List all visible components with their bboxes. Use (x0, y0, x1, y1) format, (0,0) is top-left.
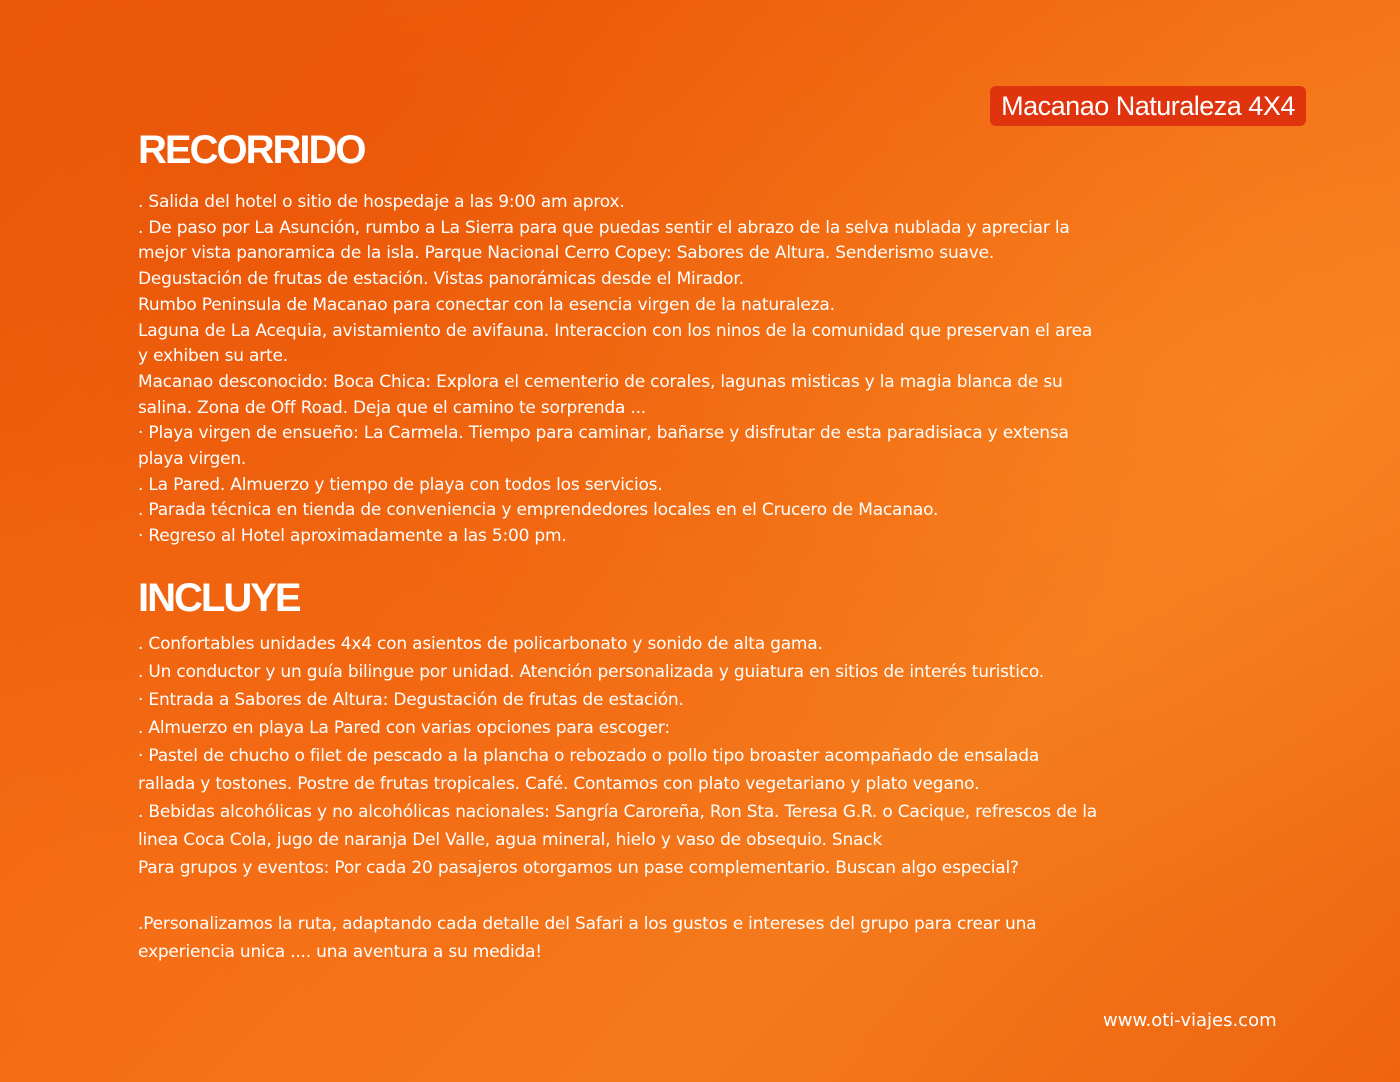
tour-name-badge (990, 86, 1306, 126)
recorrido-line: . Parada técnica en tienda de conveniencia y emprendedores locales en el Crucero de Macanao. (138, 500, 939, 521)
closing-line: experiencia unica .... una aventura a su medida! (138, 942, 542, 962)
closing-line: .Personalizamos la ruta, adaptando cada detalle del Safari a los gustos e intereses del grupo para crear una (138, 914, 1037, 934)
recorrido-line: · Regreso al Hotel aproximadamente a las 5:00 pm. (138, 526, 567, 547)
paragraph-gap (138, 882, 1198, 910)
incluye-heading: INCLUYE (138, 576, 300, 620)
website-link[interactable]: www.oti-viajes.com (1103, 1010, 1277, 1031)
recorrido-line: Degustación de frutas de estación. Vistas panorámicas desde el Mirador. (138, 269, 744, 290)
recorrido-line: playa virgen. (138, 449, 247, 470)
recorrido-line: Laguna de La Acequia, avistamiento de avifauna. Interaccion con los ninos de la comunidad que preservan el area (138, 320, 1093, 341)
recorrido-line: . La Pared. Almuerzo y tiempo de playa con todos los servicios. (138, 474, 663, 495)
incluye-description (138, 630, 1198, 966)
recorrido-line: . Salida del hotel o sitio de hospedaje a las 9:00 am aprox. (138, 192, 625, 212)
incluye-line: linea Coca Cola, jugo de naranja Del Valle, agua mineral, hielo y vaso de obsequio. Snack (138, 830, 883, 850)
recorrido-line: y exhiben su arte. (138, 346, 288, 367)
recorrido-line: Macanao desconocido: Boca Chica: Explora el cementerio de corales, lagunas misticas y la magia blanca de su (138, 371, 1063, 392)
recorrido-line: Rumbo Peninsula de Macanao para conectar con la esencia virgen de la naturaleza. (138, 294, 835, 315)
incluye-line: · Pastel de chucho o filet de pescado a la plancha o rebozado o pollo tipo broaster acompañado de ensalada (138, 746, 1040, 766)
incluye-line: . Almuerzo en playa La Pared con varias opciones para escoger: (138, 718, 670, 738)
recorrido-heading: RECORRIDO (138, 128, 365, 172)
incluye-line: . Un conductor y un guía bilingue por unidad. Atención personalizada y guiatura en sitios de interés turistico. (138, 662, 1044, 682)
recorrido-line: salina. Zona de Off Road. Deja que el camino te sorprenda ... (138, 397, 647, 418)
incluye-line: Para grupos y eventos: Por cada 20 pasajeros otorgamos un pase complementario. Buscan algo especial? (138, 858, 1019, 878)
incluye-line: · Entrada a Sabores de Altura: Degustación de frutas de estación. (138, 690, 684, 710)
recorrido-description (138, 190, 1198, 550)
incluye-line: . Confortables unidades 4x4 con asientos de policarbonato y sonido de alta gama. (138, 634, 823, 654)
incluye-line: rallada y tostones. Postre de frutas tropicales. Café. Contamos con plato vegetariano y plato vegano. (138, 774, 980, 794)
recorrido-line: . De paso por La Asunción, rumbo a La Sierra para que puedas sentir el abrazo de la selva nublada y apreciar la (138, 217, 1070, 238)
tour-name-text: Macanao Naturaleza 4X4 (1001, 90, 1295, 121)
recorrido-line: · Playa virgen de ensueño: La Carmela. Tiempo para caminar, bañarse y disfrutar de esta paradisiaca y extensa (138, 423, 1069, 444)
incluye-line: . Bebidas alcohólicas y no alcohólicas nacionales: Sangría Caroreña, Ron Sta. Teresa G.R. o Cacique, refrescos de la (138, 802, 1097, 822)
recorrido-line: mejor vista panoramica de la isla. Parque Nacional Cerro Copey: Sabores de Altura. Senderismo suave. (138, 243, 995, 264)
